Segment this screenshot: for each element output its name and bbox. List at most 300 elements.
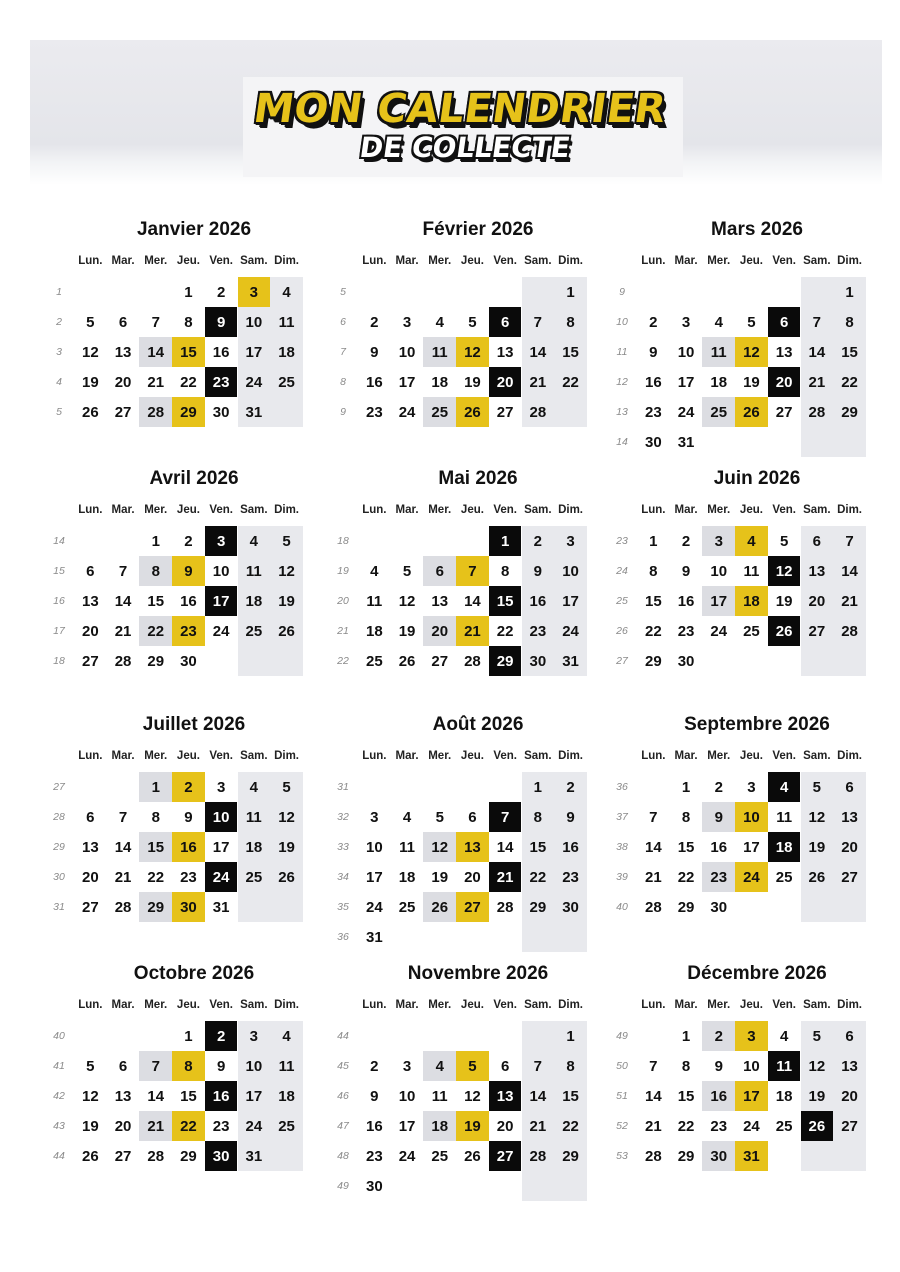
day-cell: 9 — [649, 343, 658, 361]
weekday-label: Jeu. — [739, 255, 763, 267]
weekday-label: Lun. — [362, 504, 387, 516]
day-cell: 25 — [238, 862, 271, 892]
day-cell: 16 — [710, 838, 728, 856]
weekday-label: Ven. — [772, 504, 796, 516]
day-cell: 5 — [270, 526, 303, 556]
empty-cell — [670, 277, 703, 307]
empty-cell — [107, 1021, 140, 1051]
day-cell: 27 — [114, 1147, 132, 1165]
month-4 — [330, 468, 600, 698]
day-cell: 8 — [681, 808, 691, 826]
week-number: 10 — [616, 316, 628, 328]
day-cell: 8 — [151, 808, 160, 826]
empty-cell — [391, 277, 424, 307]
month-3 — [46, 468, 316, 698]
week-number: 11 — [616, 346, 628, 358]
day-cell: 10 — [212, 562, 230, 580]
week-number: 8 — [340, 376, 346, 388]
empty-cell — [456, 772, 489, 802]
weekday-label: Dim. — [274, 750, 299, 762]
day-cell: 20 — [423, 616, 456, 646]
weekday-label: Mer. — [428, 504, 452, 516]
day-cell: 21 — [147, 373, 165, 391]
empty-cell — [391, 922, 424, 952]
day-cell: 18 — [710, 373, 728, 391]
weekday-label: Dim. — [837, 999, 862, 1011]
day-cell: 3 — [735, 1021, 768, 1051]
day-cell: 25 — [743, 622, 760, 640]
day-cell: 4 — [402, 808, 412, 826]
day-cell: 23 — [554, 862, 587, 892]
day-cell: 27 — [431, 652, 449, 670]
day-cell: 17 — [702, 586, 735, 616]
weekday-label: Sam. — [240, 750, 268, 762]
day-cell: 24 — [366, 898, 383, 916]
weekday-label: Mer. — [707, 750, 731, 762]
day-cell: 1 — [151, 532, 160, 550]
day-cell: 1 — [681, 778, 691, 796]
day-cell: 24 — [238, 1111, 271, 1141]
day-cell: 10 — [238, 1051, 271, 1081]
empty-cell — [801, 892, 834, 922]
day-cell: 13 — [775, 343, 793, 361]
day-cell: 24 — [735, 862, 768, 892]
day-cell: 26 — [82, 1147, 99, 1165]
weekday-label: Mar. — [395, 255, 419, 267]
day-cell: 29 — [645, 652, 662, 670]
day-cell: 24 — [398, 1147, 416, 1165]
day-cell: 7 — [649, 1057, 658, 1075]
day-cell: 26 — [270, 862, 303, 892]
day-cell: 25 — [775, 1117, 793, 1135]
day-cell: 22 — [554, 1111, 587, 1141]
day-cell: 2 — [216, 283, 226, 301]
weekday-label: Mer. — [707, 504, 731, 516]
weekday-label: Lun. — [362, 255, 387, 267]
day-cell: 19 — [270, 832, 303, 862]
day-cell: 15 — [147, 592, 165, 610]
day-cell: 25 — [431, 1147, 449, 1165]
day-cell: 8 — [522, 802, 555, 832]
day-cell: 22 — [147, 868, 165, 886]
day-cell: 19 — [456, 1111, 489, 1141]
day-cell: 29 — [180, 1147, 197, 1165]
weekday-label: Lun. — [641, 750, 666, 762]
day-cell: 8 — [554, 307, 587, 337]
day-cell: 16 — [645, 373, 662, 391]
week-number: 43 — [53, 1120, 65, 1132]
day-cell: 29 — [172, 397, 205, 427]
day-cell: 13 — [801, 556, 834, 586]
day-cell: 19 — [398, 622, 416, 640]
day-cell: 19 — [801, 832, 834, 862]
day-cell: 5 — [435, 808, 444, 826]
day-cell: 24 — [554, 616, 587, 646]
week-number: 44 — [53, 1150, 65, 1162]
empty-cell — [489, 277, 522, 307]
week-number: 13 — [616, 406, 628, 418]
day-cell: 23 — [702, 862, 735, 892]
day-cell: 18 — [423, 1111, 456, 1141]
empty-cell — [554, 1171, 587, 1201]
day-cell: 19 — [775, 592, 793, 610]
empty-cell — [391, 772, 424, 802]
empty-cell — [423, 1021, 456, 1051]
month-11 — [609, 963, 879, 1193]
day-cell: 19 — [801, 1081, 834, 1111]
day-cell: 6 — [768, 307, 801, 337]
empty-cell — [522, 922, 555, 952]
day-cell: 23 — [180, 868, 197, 886]
day-cell: 18 — [775, 1087, 793, 1105]
day-cell: 26 — [456, 397, 489, 427]
day-cell: 16 — [205, 1081, 238, 1111]
day-cell: 10 — [398, 343, 416, 361]
day-cell: 7 — [833, 526, 866, 556]
day-cell: 7 — [522, 1051, 555, 1081]
day-cell: 12 — [82, 1087, 99, 1105]
weekday-label: Dim. — [837, 255, 862, 267]
week-number: 24 — [616, 565, 628, 577]
weekday-label: Ven. — [209, 750, 233, 762]
week-number: 41 — [53, 1060, 65, 1072]
day-cell: 26 — [270, 616, 303, 646]
weekday-label: Ven. — [772, 750, 796, 762]
day-cell: 19 — [82, 1117, 99, 1135]
weekday-label: Dim. — [558, 255, 583, 267]
day-cell: 17 — [398, 373, 416, 391]
week-number: 30 — [53, 871, 65, 883]
week-number: 31 — [337, 781, 349, 793]
day-cell: 29 — [833, 397, 866, 427]
day-cell: 1 — [184, 1027, 193, 1045]
week-number: 32 — [337, 811, 349, 823]
day-cell: 31 — [554, 646, 587, 676]
day-cell: 30 — [212, 403, 230, 421]
week-number: 51 — [616, 1090, 628, 1102]
day-cell: 13 — [114, 1087, 132, 1105]
day-cell: 17 — [238, 1081, 271, 1111]
day-cell: 4 — [779, 1027, 789, 1045]
weekday-label: Ven. — [209, 255, 233, 267]
empty-cell — [489, 1021, 522, 1051]
day-cell: 4 — [714, 313, 723, 331]
weekday-label: Mer. — [707, 255, 731, 267]
day-cell: 23 — [677, 622, 695, 640]
day-cell: 19 — [743, 373, 760, 391]
day-cell: 28 — [464, 652, 481, 670]
week-number: 14 — [53, 535, 65, 547]
week-number: 5 — [56, 406, 62, 418]
day-cell: 21 — [489, 862, 522, 892]
day-cell: 12 — [456, 337, 489, 367]
empty-cell — [489, 922, 522, 952]
day-cell: 7 — [118, 808, 128, 826]
empty-cell — [238, 646, 271, 676]
day-cell: 16 — [212, 343, 230, 361]
day-cell: 2 — [370, 313, 379, 331]
day-cell: 11 — [768, 1051, 801, 1081]
day-cell: 6 — [468, 808, 477, 826]
weekday-label: Sam. — [240, 504, 268, 516]
empty-cell — [107, 772, 140, 802]
day-cell: 13 — [82, 838, 99, 856]
day-cell: 31 — [212, 898, 230, 916]
week-number: 27 — [53, 781, 65, 793]
day-cell: 17 — [366, 868, 383, 886]
day-cell: 29 — [147, 652, 165, 670]
day-cell: 3 — [402, 313, 412, 331]
day-cell: 24 — [743, 1117, 760, 1135]
week-number: 27 — [616, 655, 628, 667]
week-number: 49 — [337, 1180, 349, 1192]
day-cell: 26 — [398, 652, 416, 670]
weekday-label: Lun. — [78, 504, 103, 516]
day-cell: 9 — [702, 802, 735, 832]
day-cell: 9 — [216, 1057, 226, 1075]
day-cell: 29 — [554, 1141, 587, 1171]
empty-cell — [833, 892, 866, 922]
weekday-label: Dim. — [558, 504, 583, 516]
day-cell: 22 — [139, 616, 172, 646]
week-number: 12 — [616, 376, 628, 388]
day-cell: 20 — [114, 373, 132, 391]
day-cell: 13 — [82, 592, 99, 610]
day-cell: 21 — [139, 1111, 172, 1141]
day-cell: 12 — [464, 1087, 481, 1105]
day-cell: 27 — [114, 403, 132, 421]
weekday-label: Sam. — [524, 255, 552, 267]
weekday-label: Mar. — [111, 999, 135, 1011]
day-cell: 2 — [370, 1057, 379, 1075]
day-cell: 9 — [522, 556, 555, 586]
day-cell: 29 — [677, 898, 695, 916]
weekday-label: Dim. — [837, 750, 862, 762]
day-cell: 22 — [554, 367, 587, 397]
weekday-label: Jeu. — [460, 255, 484, 267]
day-cell: 23 — [645, 403, 662, 421]
empty-cell — [489, 772, 522, 802]
empty-cell — [74, 772, 107, 802]
day-cell: 9 — [172, 556, 205, 586]
week-number: 26 — [616, 625, 628, 637]
day-cell: 20 — [768, 367, 801, 397]
day-cell: 17 — [398, 1117, 416, 1135]
day-cell: 3 — [205, 526, 238, 556]
weekday-label: Jeu. — [176, 999, 200, 1011]
day-cell: 25 — [775, 868, 793, 886]
day-cell: 24 — [677, 403, 695, 421]
day-cell: 6 — [833, 772, 866, 802]
empty-cell — [768, 1141, 801, 1171]
empty-cell — [270, 1141, 303, 1171]
day-cell: 21 — [522, 367, 555, 397]
weekday-label: Sam. — [803, 750, 831, 762]
day-cell: 14 — [645, 838, 662, 856]
day-cell: 20 — [82, 622, 99, 640]
day-cell: 9 — [205, 307, 238, 337]
week-number: 3 — [56, 346, 62, 358]
day-cell: 31 — [677, 433, 695, 451]
day-cell: 1 — [554, 277, 587, 307]
weekday-label: Mer. — [144, 504, 168, 516]
day-cell: 16 — [702, 1081, 735, 1111]
empty-cell — [456, 922, 489, 952]
empty-cell — [768, 277, 801, 307]
day-cell: 2 — [172, 772, 205, 802]
day-cell: 3 — [702, 526, 735, 556]
day-cell: 21 — [522, 1111, 555, 1141]
empty-cell — [238, 892, 271, 922]
day-cell: 29 — [139, 892, 172, 922]
empty-cell — [554, 397, 587, 427]
empty-cell — [833, 427, 866, 457]
day-cell: 15 — [489, 586, 522, 616]
week-number: 17 — [53, 625, 65, 637]
weekday-label: Mar. — [674, 255, 698, 267]
weekday-label: Mer. — [428, 750, 452, 762]
week-number: 15 — [53, 565, 65, 577]
day-cell: 13 — [833, 1051, 866, 1081]
empty-cell — [489, 1171, 522, 1201]
empty-cell — [833, 646, 866, 676]
day-cell: 15 — [554, 337, 587, 367]
month-0 — [46, 219, 316, 449]
day-cell: 14 — [801, 337, 834, 367]
day-cell: 30 — [645, 433, 662, 451]
day-cell: 8 — [681, 1057, 691, 1075]
empty-cell — [391, 1021, 424, 1051]
day-cell: 15 — [645, 592, 662, 610]
day-cell: 11 — [238, 556, 271, 586]
day-cell: 26 — [464, 1147, 481, 1165]
week-number: 40 — [53, 1030, 65, 1042]
empty-cell — [637, 277, 670, 307]
week-number: 48 — [337, 1150, 349, 1162]
day-cell: 15 — [833, 337, 866, 367]
day-cell: 19 — [464, 373, 481, 391]
week-number: 5 — [340, 286, 346, 298]
day-cell: 25 — [238, 616, 271, 646]
empty-cell — [702, 277, 735, 307]
day-cell: 13 — [114, 343, 132, 361]
empty-cell — [801, 427, 834, 457]
day-cell: 2 — [702, 1021, 735, 1051]
week-number: 14 — [616, 436, 628, 448]
day-cell: 10 — [398, 1087, 416, 1105]
day-cell: 13 — [456, 832, 489, 862]
day-cell: 21 — [645, 1117, 662, 1135]
day-cell: 3 — [370, 808, 379, 826]
day-cell: 16 — [554, 832, 587, 862]
day-cell: 28 — [139, 397, 172, 427]
day-cell: 17 — [743, 838, 760, 856]
day-cell: 11 — [238, 802, 271, 832]
weekday-label: Sam. — [524, 750, 552, 762]
day-cell: 22 — [522, 862, 555, 892]
day-cell: 5 — [456, 1051, 489, 1081]
day-cell: 1 — [681, 1027, 691, 1045]
day-cell: 16 — [366, 373, 383, 391]
day-cell: 12 — [768, 556, 801, 586]
day-cell: 16 — [366, 1117, 383, 1135]
month-10 — [330, 963, 600, 1193]
month-1 — [330, 219, 600, 449]
weekday-label: Ven. — [493, 750, 517, 762]
empty-cell — [801, 646, 834, 676]
week-number: 46 — [337, 1090, 349, 1102]
day-cell: 26 — [423, 892, 456, 922]
month-title: Août 2026 — [432, 714, 524, 735]
weekday-label: Mar. — [395, 504, 419, 516]
empty-cell — [702, 427, 735, 457]
weekday-label: Mar. — [395, 999, 419, 1011]
weekday-label: Lun. — [362, 750, 387, 762]
day-cell: 7 — [456, 556, 489, 586]
day-cell: 28 — [645, 1147, 662, 1165]
day-cell: 7 — [118, 562, 128, 580]
day-cell: 18 — [768, 832, 801, 862]
day-cell: 19 — [270, 586, 303, 616]
day-cell: 4 — [435, 313, 444, 331]
day-cell: 12 — [423, 832, 456, 862]
month-7 — [330, 714, 600, 944]
day-cell: 11 — [743, 562, 760, 580]
weekday-label: Ven. — [493, 999, 517, 1011]
week-number: 31 — [53, 901, 65, 913]
day-cell: 30 — [677, 652, 695, 670]
month-title: Décembre 2026 — [687, 963, 827, 984]
day-cell: 14 — [522, 1081, 555, 1111]
empty-cell — [74, 526, 107, 556]
weekday-label: Jeu. — [460, 504, 484, 516]
empty-cell — [801, 1141, 834, 1171]
day-cell: 26 — [768, 616, 801, 646]
empty-cell — [107, 526, 140, 556]
day-cell: 20 — [801, 586, 834, 616]
day-cell: 20 — [114, 1117, 132, 1135]
weekday-label: Dim. — [837, 504, 862, 516]
day-cell: 4 — [270, 1021, 303, 1051]
empty-cell — [456, 1171, 489, 1201]
day-cell: 27 — [496, 403, 514, 421]
day-cell: 1 — [649, 532, 658, 550]
empty-cell — [270, 892, 303, 922]
month-8 — [609, 714, 879, 944]
weekday-label: Sam. — [803, 504, 831, 516]
day-cell: 28 — [833, 616, 866, 646]
week-number: 18 — [53, 655, 65, 667]
day-cell: 15 — [554, 1081, 587, 1111]
day-cell: 15 — [180, 1087, 197, 1105]
empty-cell — [423, 277, 456, 307]
empty-cell — [139, 1021, 172, 1051]
day-cell: 25 — [423, 397, 456, 427]
weekday-label: Sam. — [240, 999, 268, 1011]
day-cell: 23 — [366, 403, 383, 421]
empty-cell — [358, 526, 391, 556]
empty-cell — [74, 277, 107, 307]
day-cell: 6 — [500, 1057, 510, 1075]
weekday-label: Mar. — [395, 750, 419, 762]
day-cell: 25 — [702, 397, 735, 427]
day-cell: 7 — [151, 313, 160, 331]
empty-cell — [423, 922, 456, 952]
week-number: 16 — [53, 595, 65, 607]
day-cell: 30 — [205, 1141, 238, 1171]
day-cell: 1 — [489, 526, 522, 556]
day-cell: 2 — [714, 778, 723, 796]
